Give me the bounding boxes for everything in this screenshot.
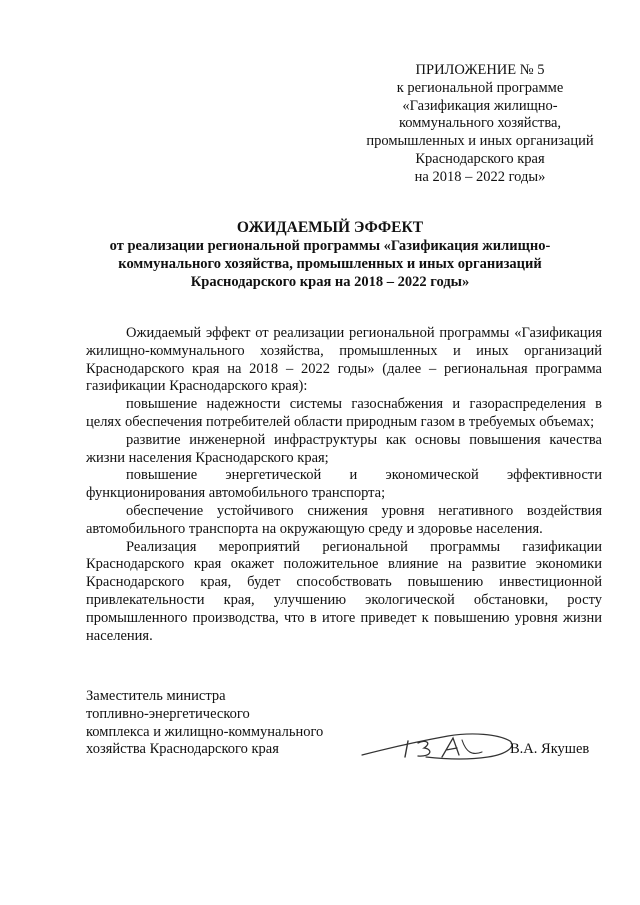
body-text bbox=[86, 325, 602, 645]
title-main: ОЖИДАЕМЫЙ ЭФФЕКТ bbox=[236, 219, 424, 236]
appendix-line: на 2018 – 2022 годы» bbox=[414, 168, 546, 185]
position-line: комплекса и жилищно-коммунального bbox=[86, 723, 324, 740]
appendix-header bbox=[350, 62, 610, 187]
body-paragraph: развитие инженерной инфраструктуры как основы повышения качества жизни населения Краснодарского края; bbox=[86, 431, 602, 466]
signatory-position bbox=[86, 688, 366, 759]
position-line: топливно-энергетического bbox=[86, 705, 250, 722]
position-line: Заместитель министра bbox=[86, 688, 226, 704]
signatory-name: В.А. Якушев bbox=[510, 741, 590, 757]
appendix-line: коммунального хозяйства, bbox=[398, 115, 562, 132]
appendix-line: ПРИЛОЖЕНИЕ № 5 bbox=[415, 62, 545, 78]
body-paragraph: обеспечение устойчивого снижения уровня негативного воздействия автомобильного транспорта на окружающую среду и здоровье населения. bbox=[86, 502, 602, 537]
title-sub-line: Краснодарского края на 2018 – 2022 годы» bbox=[190, 273, 470, 290]
appendix-line: Краснодарского края bbox=[415, 150, 545, 167]
appendix-line: к региональной программе bbox=[396, 79, 564, 96]
title-sub-line: от реализации региональной программы «Газификация жилищно- bbox=[109, 238, 551, 254]
body-paragraph: повышение энергетической и экономической эффективности функционирования автомобильного транспорта; bbox=[86, 467, 602, 502]
title-sub-line: коммунального хозяйства, промышленных и иных организаций bbox=[118, 255, 542, 272]
body-paragraph: повышение надежности системы газоснабжения и газораспределения в целях обеспечения потребителей области природным газом в требуемых объемах; bbox=[86, 396, 602, 430]
body-paragraph: Реализация мероприятий региональной программы газификации Краснодарского края окажет положительное влияние на развитие экономики Краснодарского края, будет способствовать повышению инвестиционной привлекательности края, улучшению экологической обстановки, росту промышленного производства, что в итоге приведет к повышению уровня жизни населения. bbox=[86, 538, 602, 644]
title-subtitle bbox=[60, 238, 600, 291]
handwritten-signature bbox=[360, 722, 515, 764]
appendix-line: «Газификация жилищно- bbox=[402, 97, 558, 114]
body-paragraph: Ожидаемый эффект от реализации региональной программы «Газификация жилищно-коммунального хозяйства, промышленных и иных организаций Краснодарского края на 2018 – 2022 годы» (далее – региональная программа газификации Краснодарского края): bbox=[86, 325, 602, 395]
document-title bbox=[60, 218, 600, 291]
position-line: хозяйства Краснодарского края bbox=[86, 741, 279, 758]
appendix-line: промышленных и иных организаций bbox=[366, 133, 594, 150]
